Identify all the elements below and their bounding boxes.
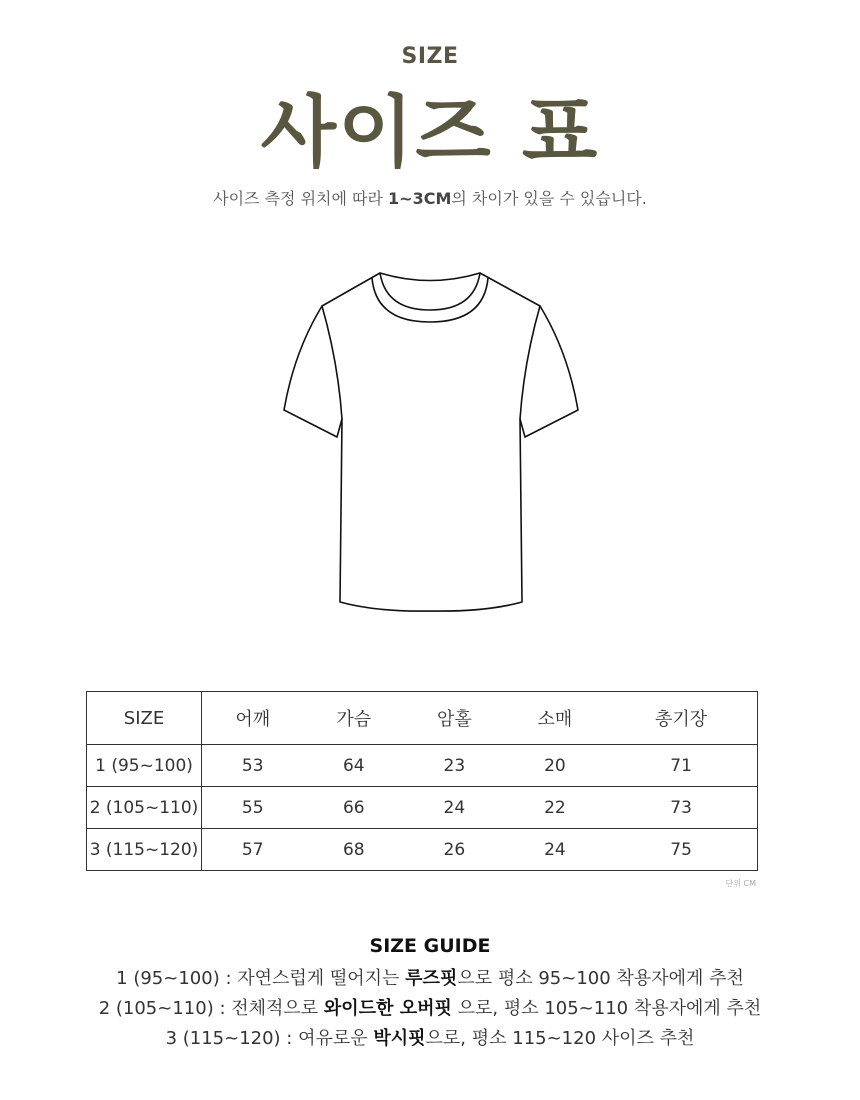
table-row bbox=[87, 829, 758, 871]
measurement-note bbox=[0, 186, 860, 209]
guide-fit-name: 박시핏 bbox=[373, 1028, 426, 1049]
cell-size: 1 (95~100) bbox=[87, 745, 202, 787]
cell-total-length: 75 bbox=[605, 829, 757, 871]
table-row bbox=[87, 787, 758, 829]
cell-sleeve: 24 bbox=[505, 829, 606, 871]
table-row bbox=[87, 745, 758, 787]
table-header-row bbox=[87, 692, 758, 745]
cell-armhole: 24 bbox=[404, 787, 505, 829]
guide-text: 3 (115~120) : 여유로운 bbox=[165, 1028, 374, 1049]
cell-chest: 66 bbox=[304, 787, 405, 829]
guide-text: 1 (95~100) : 자연스럽게 떨어지는 bbox=[116, 968, 406, 989]
header-size: SIZE bbox=[87, 692, 202, 745]
page-title: 사이즈 표 bbox=[260, 88, 600, 178]
tshirt-outline-icon bbox=[276, 262, 586, 622]
cell-sleeve: 22 bbox=[505, 787, 606, 829]
guide-fit-name: 루즈핏 bbox=[405, 968, 458, 989]
guide-text: 으로 평소 95~100 착용자에게 추천 bbox=[457, 968, 744, 989]
cell-chest: 68 bbox=[304, 829, 405, 871]
guide-fit-name: 와이드한 오버핏 bbox=[323, 998, 452, 1019]
header-sleeve: 소매 bbox=[505, 692, 606, 745]
measurement-note-highlight: 1~3CM bbox=[388, 189, 452, 208]
header-armhole: 암홀 bbox=[404, 692, 505, 745]
header-shoulder: 어깨 bbox=[202, 692, 304, 745]
header-total-length: 총기장 bbox=[605, 692, 757, 745]
measurement-note-post: 의 차이가 있을 수 있습니다. bbox=[451, 189, 647, 208]
header-chest: 가슴 bbox=[304, 692, 405, 745]
cell-shoulder: 55 bbox=[202, 787, 304, 829]
size-guide-line bbox=[0, 1024, 860, 1050]
cell-shoulder: 57 bbox=[202, 829, 304, 871]
cell-armhole: 23 bbox=[404, 745, 505, 787]
cell-total-length: 73 bbox=[605, 787, 757, 829]
measurement-note-pre: 사이즈 측정 위치에 따라 bbox=[213, 189, 389, 208]
cell-sleeve: 20 bbox=[505, 745, 606, 787]
cell-chest: 64 bbox=[304, 745, 405, 787]
size-guide-title: SIZE GUIDE bbox=[369, 935, 491, 957]
cell-size: 3 (115~120) bbox=[87, 829, 202, 871]
guide-text: 으로, 평소 105~110 착용자에게 추천 bbox=[451, 998, 762, 1019]
size-guide-line bbox=[0, 964, 860, 990]
guide-text: 2 (105~110) : 전체적으로 bbox=[98, 998, 324, 1019]
size-label: SIZE bbox=[401, 44, 459, 69]
cell-total-length: 71 bbox=[605, 745, 757, 787]
cell-armhole: 26 bbox=[404, 829, 505, 871]
size-guide-line bbox=[0, 994, 860, 1020]
guide-text: 으로, 평소 115~120 사이즈 추천 bbox=[425, 1028, 695, 1049]
size-table bbox=[86, 691, 758, 871]
cell-size: 2 (105~110) bbox=[87, 787, 202, 829]
cell-shoulder: 53 bbox=[202, 745, 304, 787]
unit-note: 단위 CM bbox=[725, 879, 756, 888]
